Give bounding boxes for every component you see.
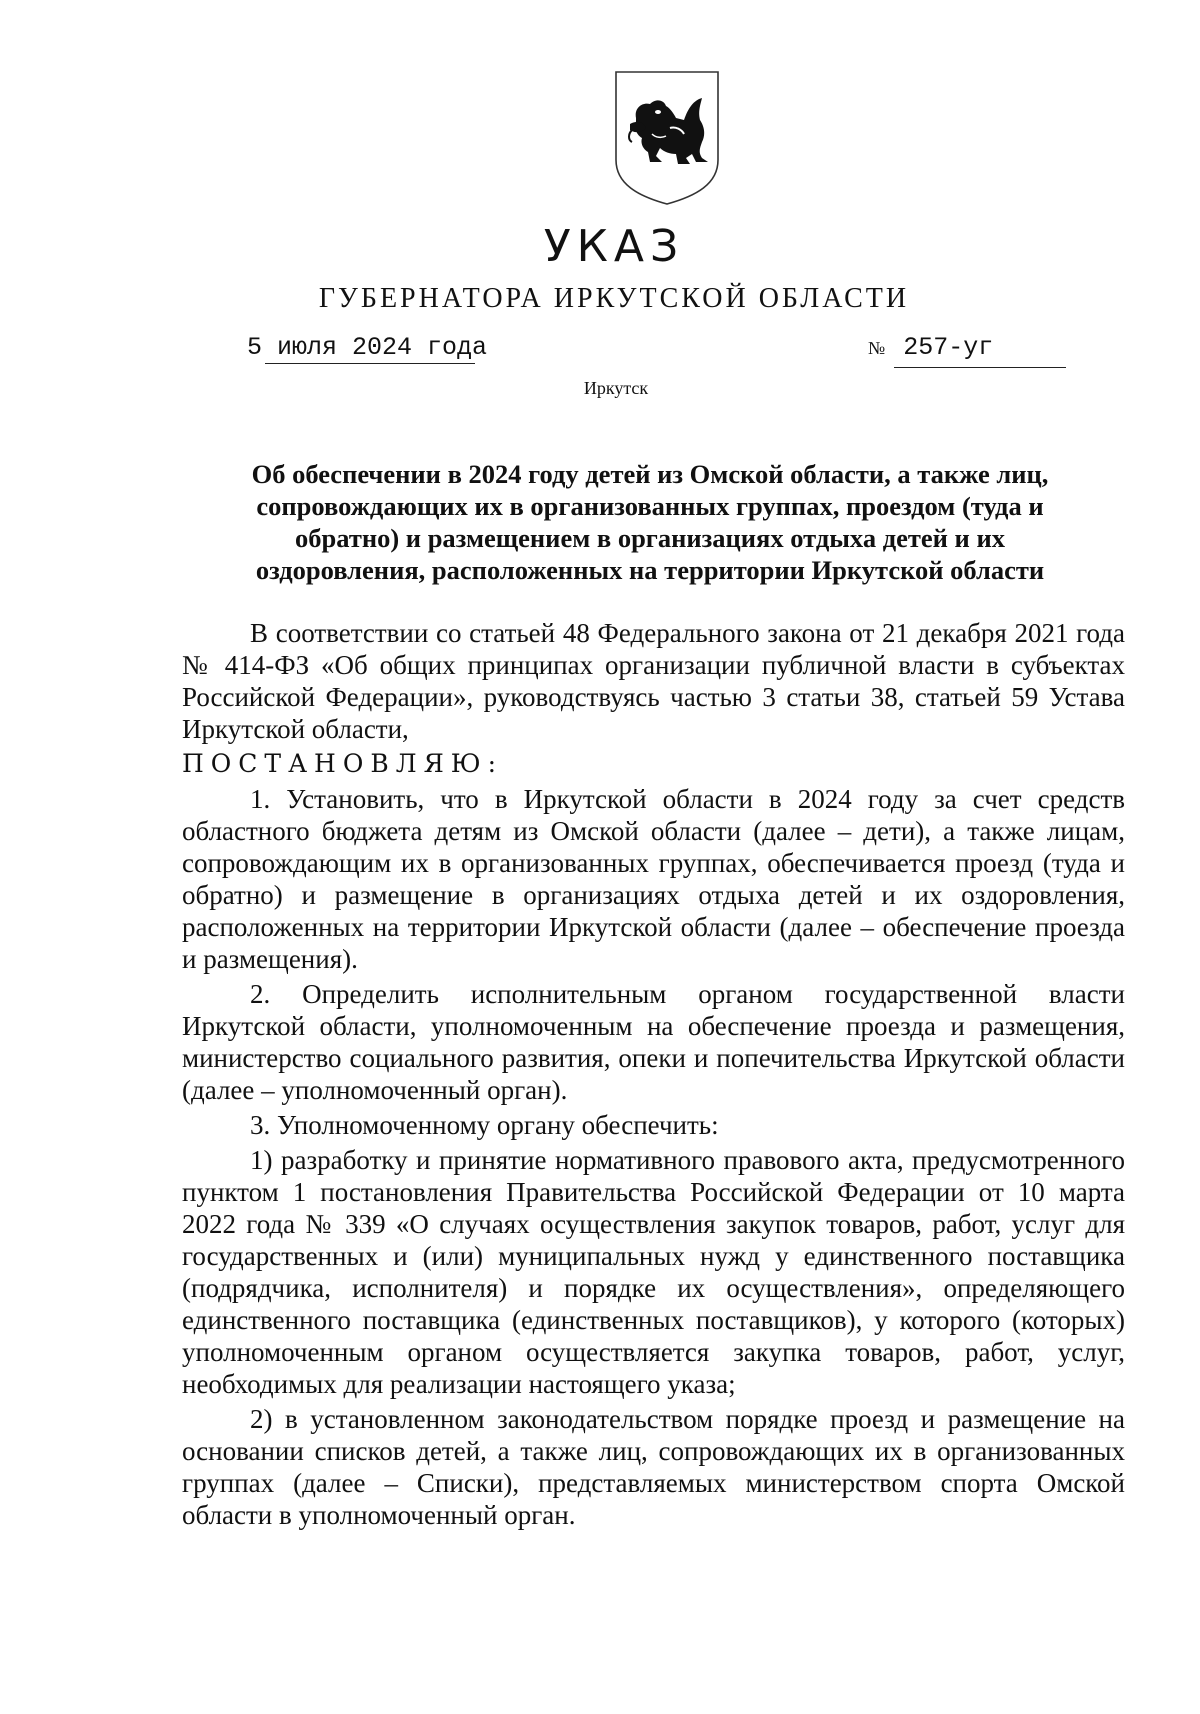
decree-body <box>182 617 1125 1531</box>
decree-word: ПОСТАНОВЛЯЮ: <box>182 749 504 778</box>
issuer-subtitle: ГУБЕРНАТОРА ИРКУТСКОЙ ОБЛАСТИ <box>318 283 910 314</box>
irkutsk-coat-of-arms-icon <box>612 68 722 206</box>
number-sign: № <box>868 338 886 358</box>
item-2-paragraph: 2. Определить исполнительным органом государственной власти Иркутской области, уполномоченным на обеспечение проезда и размещения, министерство социального развития, опеки и попечительства Иркутской области (далее – уполномоченный орган). <box>182 979 1125 1105</box>
number-underline <box>894 367 1066 368</box>
decree-heading: Об обеспечении в 2024 году детей из Омской области, а также лиц, сопровождающих их в организованных группах, проездом (туда и обратно) и размещением в организациях отдыха детей и их оздоровления, расположенных на территории Иркутской области <box>251 459 1049 585</box>
item-3-1-paragraph: 1) разработку и принятие нормативного правового акта, предусмотренного пунктом 1 постановления Правительства Российской Федерации от 10 марта 2022 года № 339 «О случаях осуществления закупок товаров, работ, услуг для государственных и (или) муниципальных нужд у единственного поставщика (подрядчика, исполнителя) и порядке их осуществления», определяющего единственного поставщика (единственных поставщиков), у которого (которых) уполномоченным органом осуществляется закупка товаров, работ, услуг, необходимых для реализации настоящего указа; <box>182 1145 1125 1399</box>
decree-number: 257-уг <box>903 333 994 362</box>
item-3-paragraph: 3. Уполномоченному органу обеспечить: <box>250 1110 719 1140</box>
preamble-paragraph: В соответствии со статьей 48 Федерального закона от 21 декабря 2021 года № 414-ФЗ «Об общих принципах организации публичной власти в субъектах Российской Федерации», руководствуясь частью 3 статьи 38, статьей 59 Устава Иркутской области, <box>182 618 1125 744</box>
item-3-2-paragraph: 2) в установленном законодательством порядке проезд и размещение на основании списков детей, а также лиц, сопровождающих их в организованных группах (далее – Списки), представляемых министерством спорта Омской области в уполномоченный орган. <box>182 1404 1125 1530</box>
document-type-title: УКАЗ <box>543 221 685 272</box>
city-label: Иркутск <box>583 378 649 398</box>
item-1-paragraph: 1. Установить, что в Иркутской области в 2024 году за счет средств областного бюджета детям из Омской области (далее – дети), а также лицам, сопровождающим их в организованных группах, обеспечивается проезд (туда и обратно) и размещение в организациях отдыха детей и их оздоровления, расположенных на территории Иркутской области (далее – обеспечение проезда и размещения). <box>182 784 1125 974</box>
decree-number-block <box>868 332 993 364</box>
date-underline <box>265 363 475 364</box>
decree-date: 5 июля 2024 года <box>247 333 488 362</box>
